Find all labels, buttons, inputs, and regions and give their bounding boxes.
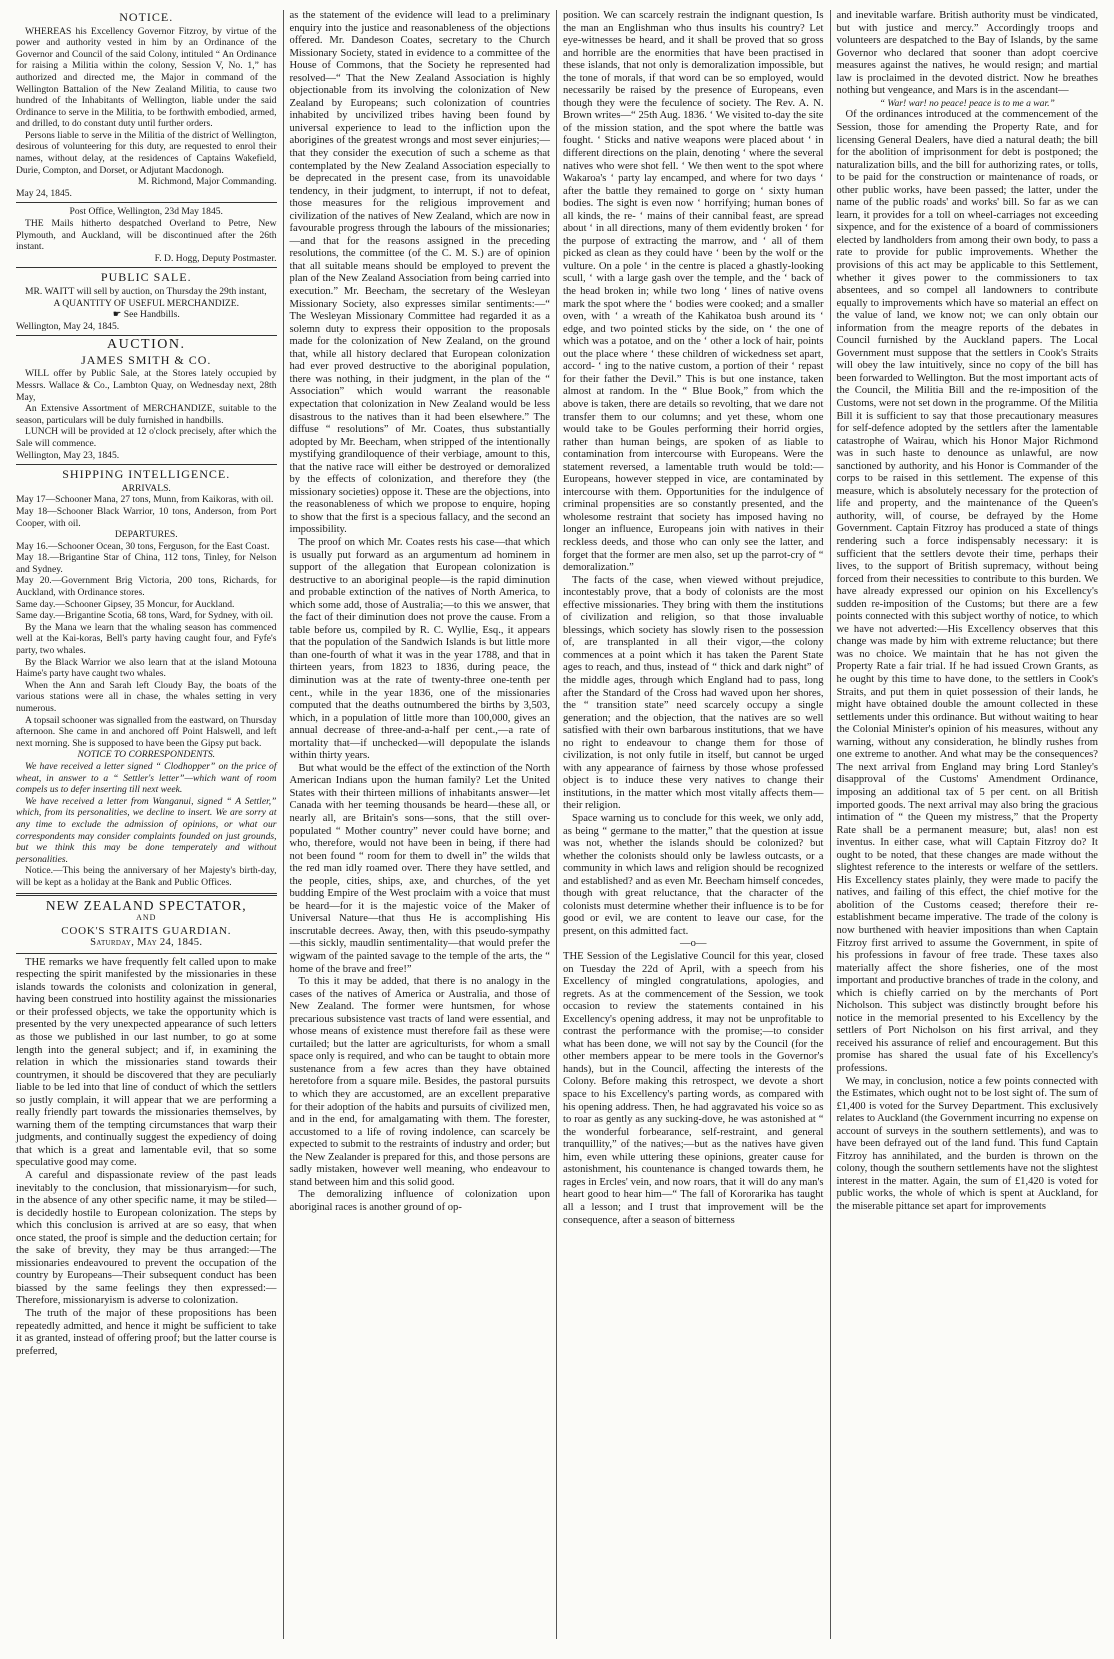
- shipping-note: When the Ann and Sarah left Cloudy Bay, the boats of the various stations were all in chase, the whales setting in very numerous.: [16, 679, 277, 715]
- divider: [16, 267, 277, 268]
- correspondents-heading: NOTICE TO CORRESPONDENTS.: [77, 749, 216, 761]
- article-paragraph: But what would be the effect of the extinction of the North American Indians upon the human family? Let the United States with their thirteen millions of inhabitants answer—let Canada with her teeming thousands be heard—these all, or nearly all, are Britain's sons—sons, that the still over-populated “ Mother country” never could have borne; and who, therefore, would not have been in being, if there had not been found “ room for them to dwell in” the wilds that the red man idly roamed over. There they have settled, and the people, cities, ships, axe, and churches, of the yet budding Empire of the West proclaim with a voice that must be heard—for it is the majestic voice of the Maker of Universal Nature—that thus He is accomplishing His inscrutable decrees. Away, then, with this pseudo-sympathy—this sickly, maudlin sentimentality—that would prefer the wigwam of the painted savage to the temple of the arts, the “ home of the brave and free!”: [289, 762, 550, 975]
- arrivals-label: ARRIVALS.: [121, 482, 171, 494]
- correspondent-item: We have received a letter from Wanganui, signed “ A Settler,” which, from its personalities, we decline to insert. We are sorry at any time to exclude the admission of opinions, or what our correspondents may consider complaints founded on just grounds, but we think this may be done temperately and without personalities.: [16, 795, 277, 865]
- public-sale-heading: PUBLIC SALE.: [100, 270, 192, 285]
- editorial-paragraph: The truth of the major of these propositions has been repeatedly admitted, and hence it might be sufficient to take it as granted, instead of offering proof; but the latter course is preferred,: [16, 1308, 277, 1357]
- auction-firm: JAMES SMITH & CO.: [81, 352, 212, 367]
- divider: [16, 953, 277, 954]
- notice-signature: M. Richmond, Major Commanding.: [137, 176, 277, 188]
- article-paragraph: The facts of the case, when viewed without prejudice, incontestably prove, that a body of colonists are the most effective missionaries. They bring with them the institutions of civilization and religion, so that those invaluable blessings, which society has slowly risen to the possession of, are transplanted in all their vigor,—the colony commences at a point which it has taken the Parent State ages to reach, and thus, instead of “ thick and dark night” of the middle ages, through which England had to pass, long after the Standard of the Cross had waved upon her shores, the “ transition state” need scarcely occupy a single generation; and the objection, that the natives are so well satisfied with their own barbarous institutions, that we have no right to endeavour to change them for those of civilization, is not only futile in itself, but cannot be urged with any appearance of fairness by those whose professed object is to induce these very natives to change their institutions, in the matter which most vitally affects them—their religion.: [563, 574, 824, 812]
- arrival-item: May 18—Schooner Black Warrior, 10 tons, Anderson, from Port Cooper, with oil.: [16, 505, 277, 529]
- article-paragraph: We may, in conclusion, notice a few points connected with the Estimates, which ought not to be lost sight of. The sum of £1,400 is voted for the Survey Department. This exclusively relates to Auckland (the Government incurring no expense on account of surveys in the southern settlements), and was to have been defrayed out of the land fund. This fund Captain Fitzroy has annihilated, and the burden is thrown on the colony, though the southern settlements have not the slightest interest in the matter. Again, the sum of £1,420 is voted for public works, the whole of which is spent at Auckland, for the miserable pittance set apart for improvements: [836, 1075, 1098, 1212]
- public-sale-date: Wellington, May 24, 1845.: [16, 320, 120, 332]
- departure-item: Same day.—Brigantine Scotia, 68 tons, Ward, for Sydney, with oil.: [16, 610, 274, 622]
- auction-body: WILL offer by Public Sale, at the Stores lately occupied by Messrs. Wallace & Co., Lambton Quay, on Wednesday next, 28th May,: [16, 368, 277, 403]
- holiday-notice: Notice.—This being the anniversary of her Majesty's birth-day, will be kept as a holiday at the Bank and Public Offices.: [16, 865, 277, 888]
- departure-item: May 16.—Schooner Ocean, 30 tons, Ferguson, for the East Coast.: [16, 540, 270, 552]
- divider: [16, 464, 277, 465]
- column-1: [10, 10, 284, 1639]
- article-paragraph: and inevitable warfare. British authority must be vindicated, but with justice and mercy.” Accordingly troops and volunteers are despatched to the Bay of Islands, by the same Governor who declared that sooner than adopt coercive measures against the natives, he would resign; and martial law is proclaimed in the devoted district. Now he breathes nothing but vengeance, and Mars is in the ascendant—: [836, 10, 1098, 97]
- editorial-paragraph: THE remarks we have frequently felt called upon to make respecting the spirit manifested by the missionaries in these islands towards the colonists and colonization in general, having been construed into hostility against the missionaries or their professed objects, we take the opportunity which is presented by the very unexpected appearance of such letters as those we published in our last number, to go at some length into the general subject; and if, in examining the relation in which the missionaries stand towards their countrymen, it should be discovered that they are peculiarly liable to be led into that line of conduct of which the settlers so justly complain, it will appear that we are performing a really friendly part towards the missionaries themselves, by warning them of the tempting circumstances that warp their judgments, and continually suggest the expediency of doing that which is a great and lamentable evil, that so some speculative good may come.: [16, 956, 277, 1169]
- notice-body: WHEREAS his Excellency Governor Fitzroy, by virtue of the power and authority vested in him by an Ordinance of the Governor and Council of the said Colony, intituled “ An Ordinance for raising a Militia within the colony, Session V, No. 1,” has authorized and directed me, the Major in command of the Wellington Battalion of the New Zealand Militia, to cause two hundred of the Inhabitants of Wellington, liable under the said Ordinance to serve in the Militia, to be forthwith embodied, armed, and drilled, to do constant duty until further orders.: [16, 25, 277, 130]
- departures-label: DEPARTURES.: [114, 529, 178, 541]
- shipping-note: By the Black Warrior we also learn that at the island Motouna Haime's party have caught two whales.: [16, 656, 277, 680]
- divider: [16, 893, 277, 896]
- article-paragraph: Of the ordinances introduced at the commencement of the Session, those for amending the Property Rate, and for licensing General Dealers, have died a natural death; the bill for the abolition of imprisonment for debt is postponed; the naturalization bills, and the bill for authorizing rates, or tolls, to be paid for the construction or maintenance of roads, or other public works, have been passed; the latter, under the name of the public roads' and works' bill. So far as we can learn, it provides for a toll on wheel-carriages not exceeding sixpence, and for the existence of a board of commissioners elected by landholders from among their own body, to pass a rate to provide for public improvements. Whether the provisions of this act may be applicable to this Settlement, whether it gives power to the commissioners to tax absentees, and so compel all landowners to contribute equally to improvements which have so material an effect on the value of land, we know not; we can only obtain our information from the meagre reports of the debates in Council furnished by the Auckland papers. The Local Government must suppose that the settlers in Cook's Straits will obey the law intuitively, since no copy of the bill has been forwarded to Wellington. But the most important acts of the Council, the Militia Bill and the re-imposition of the Customs, were not set down in the programme. Of the Militia Bill it is sufficient to say that those precautionary measures for self-defence adopted by the settlers after the lamentable catastrophe of Wairau, which his Honor Major Richmond was in such haste to denounce as unlawful, are now sanctioned by authority, and his Honor is Commander of the corps to be raised in this settlement. The expense of this measure, which is absolutely necessary for the protection of life and property, and the maintenance of the Queen's authority, will, of course, be defrayed by the Home Government. Captain Fitzroy has produced a state of things rendering such a force indispensably necessary: it is sufficient that the settlers devote their time, perhaps their lives, to the support of British supremacy, without being forced from their necessities to contribute to this burden. We have already expressed our opinion on his Excellency's sudden re-imposition of the Customs; but there are a few points connected with this subject worthy of notice, to which we have not adverted:—His Excellency observes that this change was made by him with extreme reluctance; but there was no choice. We maintain that he has not given the Property Rate a fair trial. If he had issued Crown Grants, as he ought by this time to have done, to the settlers in Cook's Straits, and put them in quiet possession of their lands, he might have obtained double the amount collected in these settlements under this ordinance. But without waiting to hear the Colonial Minister's opinion of his measures, without any warning, without any consideration, he blindly rushes from one extreme to another. And what may be the consequences? The next arrival from England may bring Lord Stanley's disapproval of the Customs' Amendment Ordinance, imposing an additional tax of 5 per cent. on all British imported goods. The next arrival may also bring the gracious intimation of “ the Queen my mistress,” that the Property Rate shall be a permanent measure; but, alas! non est inventus. In either case, what will Captain Fitzroy do? It ought to be noted, that these changes are made without the slightest reference to the interests or welfare of the settlers. His Excellency states plainly, they were made to pacify the natives, and failing of this effect, the chief motive for the abolition of the Customs ceased; therefore their re-establishment became imperative. The trade of the colony is now burthened with heavier impositions than when Captain Fitzroy first arrived to assume the Government, in spite of his professions in favour of free trade. These taxes also materially affect the shore fisheries, one of the most important and productive branches of trade in the colony, and which is chiefly carried on by the merchants of Port Nicholson. This subject was distinctly brought before his notice in the memorial presented to his Excellency by the settlers of Port Nicholson on his first arrival, and they received his assurance of relief and encouragement. But this promise has shared the usual fate of his Excellency's professions.: [836, 109, 1098, 1074]
- divider: [16, 202, 277, 203]
- masthead: [16, 897, 277, 950]
- editorial-paragraph: A careful and dispassionate review of the past leads inevitably to the conclusion, that missionaryism—for such, in the absence of any other specific name, it may be stiled—is decidedly hostile to European colonization. The steps by which this conclusion is arrived at are so easy, that when once stated, the proof is simple and the deduction certain; for the sake of brevity, they may be thus arranged:—The missionaries endeavoured to prevent the occupation of the country by Europeans—Their subsequent conduct has been biassed by the same feelings they then expressed:—Therefore, missionaryism is adverse to colonization.: [16, 1170, 277, 1307]
- post-body: THE Mails hitherto despatched Overland to Petre, New Plymouth, and Auckland, will be discontinued after the 26th instant.: [16, 218, 277, 253]
- masthead-and: AND: [136, 913, 157, 923]
- divider: [16, 335, 277, 336]
- column-2: [284, 10, 558, 1639]
- article-paragraph: THE Session of the Legislative Council for this year, closed on Tuesday the 22d of April, with a speech from his Excellency of mingled congratulations, apologies, and regrets. As at the commencement of the Session, we took occasion to review the statements contained in his Excellency's opening address, it may not be unprofitable to contrast the performance with the promise;—to consider what has been done, we will not say by the Council (for the other members appear to be mere tools in the Governor's hands), but in the Council, affecting the interests of the Colony. Before making this retrospect, we devote a short space to his Excellency's parting words, as compared with his opening address. Then, he had aggravated his voice so as to roar as gently as any sucking-dove, he was astonished at “ the wonderful forbearance, self-restraint, and general tranquillity,” of the natives;—but as the natives have given him, even while uttering these opinions, greater cause for astonishment, his countenance is changed towards them, he rages in Ercles' vein, and now roars, that it will do any man's heart good to hear him—“ The fall of Kororarika has taught all a lesson; and I trust that improvement will be the consequence, after a season of bitterness: [563, 951, 824, 1226]
- article-paragraph: as the statement of the evidence will lead to a preliminary enquiry into the justice and reasonableness of the objections offered. Mr. Dandeson Coates, secretary to the Church Missionary Society, stated in evidence to a committee of the House of Commons, that the Society he represented had resolved—“ That the New Zealand Association is highly objectionable from its involving the colonization of New Zealand by Europeans; such colonization of countries inhabited by uncivilized tribes having been found by universal experience to lead to the infliction upon the aborigines of the greatest wrongs and most sever einjuries;—that they consider the execution of such a scheme as that contemplated by the New Zealand Association especially to be deprecated in the present case, from its unavoidable tendency, in their judgment, to interrupt, if not to defeat, those measures for the religious improvement and civilization of the natives of New Zealand, which are now in favourable progress through the labours of the missionaries;—and that for the reasons assigned in the preceding resolutions, the committee (of the C. M. S.) are of opinion that all suitable means should be employed to prevent the plan of the New Zealand Association from being carried into execution.” Mr. Beecham, the secretary of the Wesleyan Missionary Society, also expresses similar sentiments:—“ The Wesleyan Missionary Committee had regarded it as a solemn duty to express their opposition to the proposals made for the colonization of New Zealand, on the ground that, while all history declared that European colonization had ever proved destructive to the aboriginal population, there was nothing, in their judgment, in the plan of the “ Association” which would warrant the reasonable expectation that colonization in New Zealand would be less disastrous to the natives than it had been elsewhere.” The diffuse “ resolutions” of Mr. Coates, thus substantially adopted by Mr. Beecham, when stripped of the intentionally mystifying grandiloquence of their verbiage, amount to this, that the native race will either be destroyed or demoralized by the effects of colonization, and therefore they (the missionary societies) oppose it. These are the objections, into the reasonableness of which we propose to enquire, hoping to show that the first is a specious fallacy, and the second an impossibility.: [289, 10, 550, 536]
- masthead-date: Saturday, May 24, 1845.: [90, 937, 203, 949]
- notice-body-2: Persons liable to serve in the Militia of the district of Wellington, desirous of volunteering for this duty, are requested to enrol their names, without delay, at the residences of Captains Wakefield, Durie, Compton, and Dorset, or Adjutant Macdonogh.: [16, 129, 277, 176]
- departure-item: May 20.—Government Brig Victoria, 200 tons, Richards, for Auckland, with Ordinance stores.: [16, 575, 277, 599]
- article-paragraph: To this it may be added, that there is no analogy in the cases of the natives of America or Australia, and those of New Zealand. The former were huntsmen, for whose precarious subsistence vast tracts of land were essential, and whose means of existence must therefore fail as these were curtailed; but the latter are agriculturists, for whom a small space only is required, and who can be taught to obtain more sustenance from a few acres than they have obtained heretofore from a square mile. Besides, the pastoral pursuits to which they are accustomed, are an excellent preparative for their adoption of the habits and pursuits of civilized men, and in the end, for amalgamating with them. The forester, accustomed to a life of roving indolence, can scarcely be expected to submit to the restraints of industry and order; but the New Zealander is prepared for this, and those persons are sadly mistaken, however well meaning, who endeavour to stand between him and this solid good.: [289, 976, 550, 1188]
- post-dateline: Post Office, Wellington, 23d May 1845.: [69, 206, 223, 218]
- auction-date: Wellington, May 23, 1845.: [16, 449, 120, 461]
- notice-date: May 24, 1845.: [16, 187, 72, 199]
- arrival-item: May 17—Schooner Mana, 27 tons, Munn, from Kaikoras, with oil.: [16, 494, 274, 506]
- article-paragraph: The demoralizing influence of colonization upon aboriginal races is another ground of op-: [289, 1189, 550, 1213]
- departure-item: May 18.—Brigantine Star of China, 112 tons, Tinley, for Nelson and Sydney.: [16, 552, 277, 575]
- quote-line: “ War! war! no peace! peace is to me a war.”: [879, 97, 1055, 109]
- correspondent-item: We have received a letter signed “ Clodhopper” on the price of wheat, in answer to a “ Settler's letter”—which want of room compels us to defer inserting till next week.: [16, 760, 277, 796]
- public-sale-item: A QUANTITY OF USEFUL MERCHANDIZE.: [53, 297, 240, 309]
- column-3: [557, 10, 831, 1639]
- article-paragraph: The proof on which Mr. Coates rests his case—that which is usually put forward as an argumentum ad hominem in support of the allegation that European colonization is destructive to an aboriginal people—is the rapid diminution and probable extinction of the natives of North America, to which some add, those of Australia;—to this we answer, that the fact of their diminution does not prove the cause. From a table before us, compiled by R. C. Wyllie, Esq., it appears that the population of the Sandwich Islands is but little more than one-fourth of what it was in the year 1788, and that in thirteen years, from 1823 to 1836, during peace, the diminution was at the rate of twenty-three one-tenth per cent., while in the year 1836, one of the missionaries computed that the deaths outnumbered the births by 3,503, which, in a population of little more than 100,000, gives an annual decrease of three-and-a-half per cent.,—a rate of mortality that—if unchecked—will depopulate the islands within thirty years.: [289, 536, 550, 762]
- public-sale-body: MR. WAITT will sell by auction, on Thursday the 29th instant,: [25, 285, 267, 297]
- section-separator: —o—: [680, 938, 707, 950]
- newspaper-page: [10, 10, 1104, 1639]
- departure-item: Same day.—Schooner Gipsey, 35 Moncur, for Auckland.: [16, 598, 235, 610]
- auction-lunch: LUNCH will be provided at 12 o'clock precisely, after which the Sale will commence.: [16, 426, 277, 449]
- public-sale-handbills: ☛ See Handbills.: [112, 309, 180, 321]
- auction-heading: AUCTION.: [107, 337, 186, 353]
- masthead-subtitle: COOK'S STRAITS GUARDIAN.: [61, 924, 232, 937]
- shipping-note: By the Mana we learn that the whaling season has commenced well at the Kai-koras, Bell's party having caught four, and Fyfe's party, two whales.: [16, 621, 277, 657]
- article-paragraph: position. We can scarcely restrain the indignant question, Is the man an Englishman who thus insults his country? Let eye-witnesses be heard, and it shall be proved that so gross and horrible are the enormities that have been practised in these islands, that not only is demoralization impossible, but the tone of morals, if that word can be so employed, would necessarily be raised by the presence of Europeans, even though they were the feculence of society. The Rev. A. N. Brown writes—“ 25th Aug. 1836. ‘ We visited to-day the site of the mission station, and the spot where the battle was fought. ‘ Sticks and native weapons were placed about ‘ in different directions on the plain, denoting ‘ where the several natives who were shot fell. ‘ We then went to the spot where Wakaroa's ‘ party lay encamped, and where for two days ‘ after the battle they remained to gorge on ‘ sixty human bodies. The sight is even now ‘ horrifying; human bones of all kinds, the re- ‘ mains of their cannibal feast, are spread about ‘ in all directions, many of them evidently broken ‘ for the purpose of extracting the marrow, and ‘ all of them picked as clean as they could have ‘ been by the wolf or the vulture. On a pole ‘ in the centre is placed a ghastly-looking scull, ‘ with a large gash over the temple, and the ‘ back of the head broken in; while two long ‘ lines of native ovens mark the spot where the ‘ bodies were cooked; and a smaller oven, with ‘ a wreath of the Kahikatoa bush around its ‘ edge, and two pointed sticks by the side, on ‘ the one of which was a potatoe, and on the ‘ other a lock of hair, points out the place where ‘ these children of wickedness set apart, accord- ‘ ing to the native custom, a portion of their ‘ repast for their father the Devil.” This is but one instance, taken almost at random. In the “ Blue Book,” from which the above is taken, there are details so revolting, that we dare not transfer them to our columns; and yet these, whom one would take to be Goules performing their horrid orgies, rather than human beings, are spoken of as liable to contamination from intercourse with Europeans. Were the statement reversed, a lamentable truth would be told:—Europeans, however stepped in vice, are contaminated by intercourse with them. Opportunities for the indulgence of criminal propensities are so constantly presented, and the wholesome restraint that society has imposed having no longer an influence, Europeans join with natives in their reckless deeds, and those who can only see the latter, and forget that the former are men also, set up the parrot-cry of “ demoralization.”: [563, 10, 824, 574]
- notice-heading: NOTICE.: [119, 10, 174, 24]
- masthead-title: NEW ZEALAND SPECTATOR,: [45, 897, 247, 913]
- shipping-heading: SHIPPING INTELLIGENCE.: [62, 467, 231, 482]
- post-signature: F. D. Hogg, Deputy Postmaster.: [154, 252, 277, 264]
- article-paragraph: Space warning us to conclude for this week, we only add, as being “ germane to the matter,” that the question at issue was not, whether the islands should be colonized? but whether the colonists should only be lawless outcasts, or a community in which laws and religion should be recognized and established? and as even Mr. Beecham himself concedes, though with great reluctance, that the character of the colonists must determine whether their influence is to be for good or evil, we are content to leave our case, for the present, on this admitted fact.: [563, 813, 824, 937]
- auction-body-2: An Extensive Assortment of MERCHANDIZE, suitable to the season, particulars will be duly furnished in handbills.: [16, 403, 277, 426]
- shipping-note: A topsail schooner was signalled from the eastward, on Thursday afternoon. She came in and anchored off Point Halswell, and left next morning. She is supposed to have been the Gipsy put back.: [16, 714, 277, 749]
- column-4: [831, 10, 1105, 1639]
